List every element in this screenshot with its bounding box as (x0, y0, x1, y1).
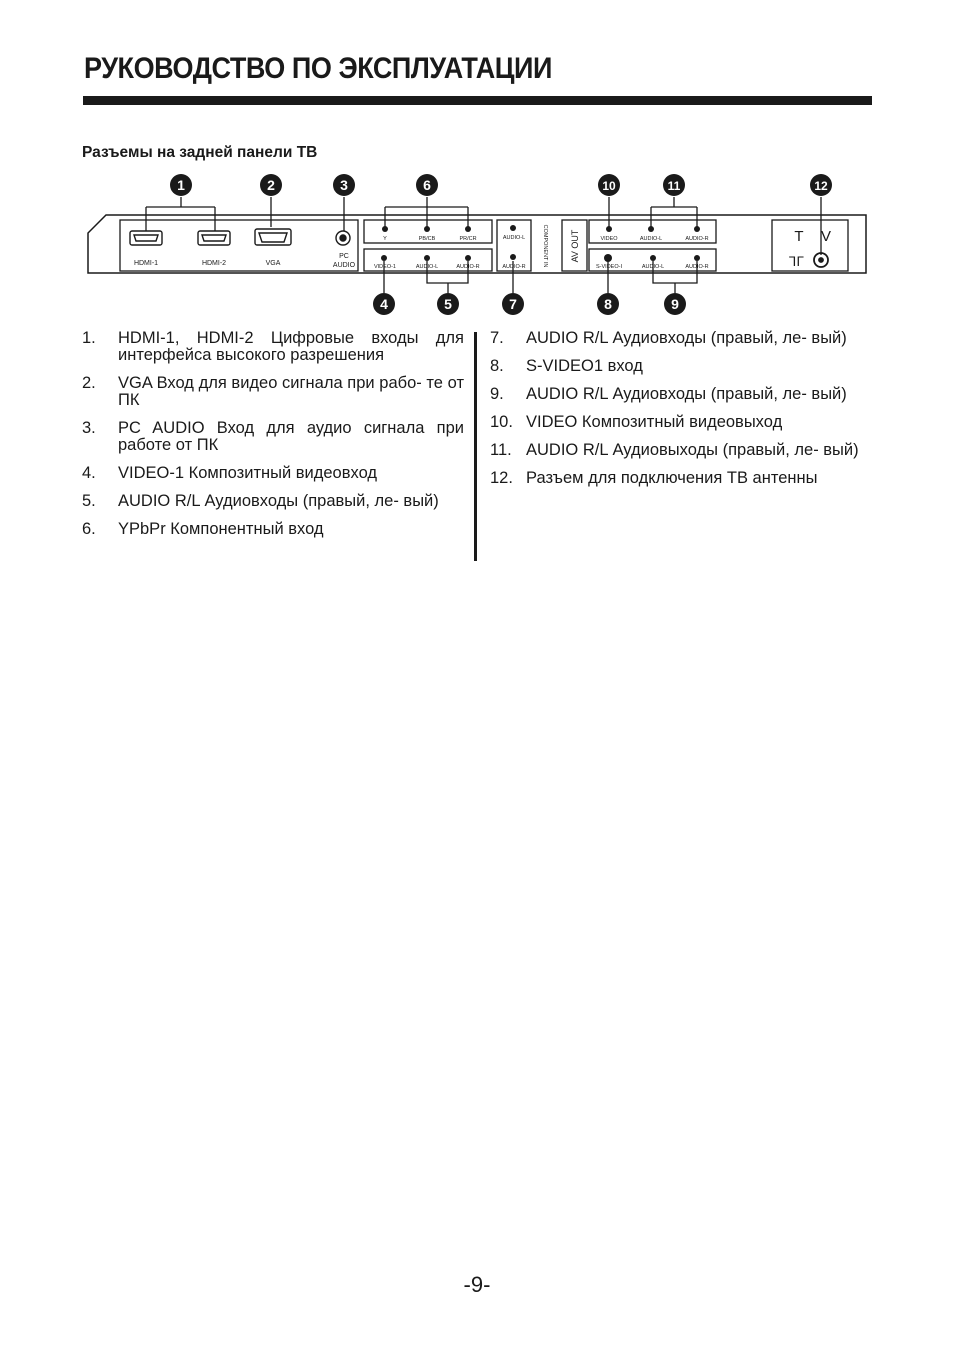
tv-antenna-box (772, 220, 848, 271)
list-item (490, 442, 872, 459)
list-item-number: 3. (82, 419, 96, 437)
list-item-text: VIDEO Композитный видеовыход (526, 413, 783, 431)
list-item (82, 420, 464, 454)
section-title: Разъемы на задней панели ТВ (82, 144, 318, 161)
svideo-label: S-VIDEO-I (596, 264, 622, 270)
callouts-top (170, 174, 832, 196)
list-item-text: Разъем для подключения ТВ антенны (526, 469, 818, 487)
callout-11: 11 (667, 179, 681, 193)
list-item (490, 386, 872, 403)
list-item (82, 521, 464, 538)
list-item-text: AUDIO R/L Аудиовходы (правый, ле- вый) (526, 385, 847, 403)
callout-9: 9 (671, 296, 679, 312)
callout-1: 1 (177, 177, 185, 193)
list-item-text: VIDEO-1 Композитный видеовход (118, 464, 378, 482)
callout-10: 10 (602, 179, 616, 193)
list-item (82, 330, 464, 364)
video1-jacks (381, 255, 471, 261)
list-item (82, 375, 464, 409)
callout-3: 3 (340, 177, 348, 193)
list-item (490, 470, 872, 487)
list-item (490, 414, 872, 431)
av-out-label: AV OUT (570, 229, 580, 263)
header-rule (83, 96, 872, 105)
list-item-number: 2. (82, 374, 96, 392)
component-audio-jacks (510, 225, 516, 260)
list-item-number: 5. (82, 492, 96, 510)
column-divider (474, 332, 477, 561)
audio-r-label-2: AUDIO-R (502, 264, 526, 270)
callout-12: 12 (814, 179, 828, 193)
prcr-label: PR/CR (459, 236, 477, 242)
callout-4: 4 (380, 296, 388, 312)
hdmi-1-port (130, 231, 162, 245)
audio-r-label-3: AUDIO-R (685, 236, 709, 242)
hdmi-2-label: HDMI-2 (201, 260, 227, 267)
video1-label: VIDEO-1 (373, 264, 397, 270)
tv-v-label: V (820, 228, 832, 245)
vga-port (255, 229, 291, 245)
component-jacks (382, 226, 471, 232)
svideo-jacks (604, 254, 700, 262)
list-item-text: S-VIDEO1 вход (526, 357, 643, 375)
hdmi-1-label: HDMI-1 (133, 260, 159, 267)
page-number: -9- (463, 1272, 491, 1297)
component-in-label: COMPONENT IN (542, 224, 548, 268)
audio-label: AUDIO (332, 262, 356, 269)
callout-6: 6 (423, 177, 431, 193)
list-item-number: 12. (490, 469, 513, 487)
list-item-number: 10. (490, 413, 513, 431)
list-item-text: AUDIO R/L Аудиовходы (правый, ле- вый) (526, 329, 847, 347)
audio-l-label-2: AUDIO-L (502, 235, 526, 241)
list-item (490, 330, 872, 347)
vga-label: VGA (265, 260, 281, 267)
callout-8: 8 (604, 296, 612, 312)
pc-audio-jack (336, 231, 350, 245)
callout-7: 7 (509, 296, 517, 312)
page-title: РУКОВОДСТВО ПО ЭКСПЛУАТАЦИИ (84, 52, 552, 85)
pc-label: PC (339, 253, 349, 260)
connector-list-left (82, 330, 464, 549)
list-item (490, 358, 872, 375)
list-item-text: AUDIO R/L Аудиовыходы (правый, ле- вый) (526, 441, 859, 459)
list-item-number: 7. (490, 329, 504, 347)
audio-r-label-4: AUDIO-R (685, 264, 709, 270)
list-item-text: YPbPr Компонентный вход (118, 520, 324, 538)
tv-symbol-label: ᒣᒥ (788, 254, 804, 269)
list-item-text: PC AUDIO Вход для аудио сигнала при работе от ПК (118, 419, 464, 454)
callouts-bottom (373, 293, 686, 315)
video-out-label: VIDEO (600, 236, 618, 242)
audio-r-label-1: AUDIO-R (456, 264, 480, 270)
av-out-jacks (606, 226, 700, 232)
pbcb-label: PB/CB (418, 236, 436, 242)
list-item-number: 1. (82, 329, 96, 347)
list-item-number: 11. (490, 441, 512, 459)
list-item-text: VGA Вход для видео сигнала при рабо- те от ПК (118, 374, 464, 409)
rear-panel-diagram (0, 165, 954, 320)
y-label: Y (383, 236, 387, 242)
list-item-number: 8. (490, 357, 504, 375)
audio-l-label-4: AUDIO-L (641, 264, 665, 270)
list-item (82, 465, 464, 482)
tv-t-label: T (794, 228, 804, 245)
list-item-number: 4. (82, 464, 96, 482)
list-item-number: 6. (82, 520, 96, 538)
audio-l-label-1: AUDIO-L (415, 264, 439, 270)
connector-list-right (490, 330, 872, 498)
audio-l-label-3: AUDIO-L (639, 236, 663, 242)
list-item-text: AUDIO R/L Аудиовходы (правый, ле- вый) (118, 492, 439, 510)
list-item (82, 493, 464, 510)
hdmi-2-port (198, 231, 230, 245)
callout-2: 2 (267, 177, 275, 193)
antenna-jack (814, 253, 828, 267)
leader-lines-top (146, 197, 821, 255)
list-item-text: HDMI-1, HDMI-2 Цифровые входы для интерфейса высокого разрешения (118, 329, 464, 364)
callout-5: 5 (444, 296, 452, 312)
list-item-number: 9. (490, 385, 504, 403)
